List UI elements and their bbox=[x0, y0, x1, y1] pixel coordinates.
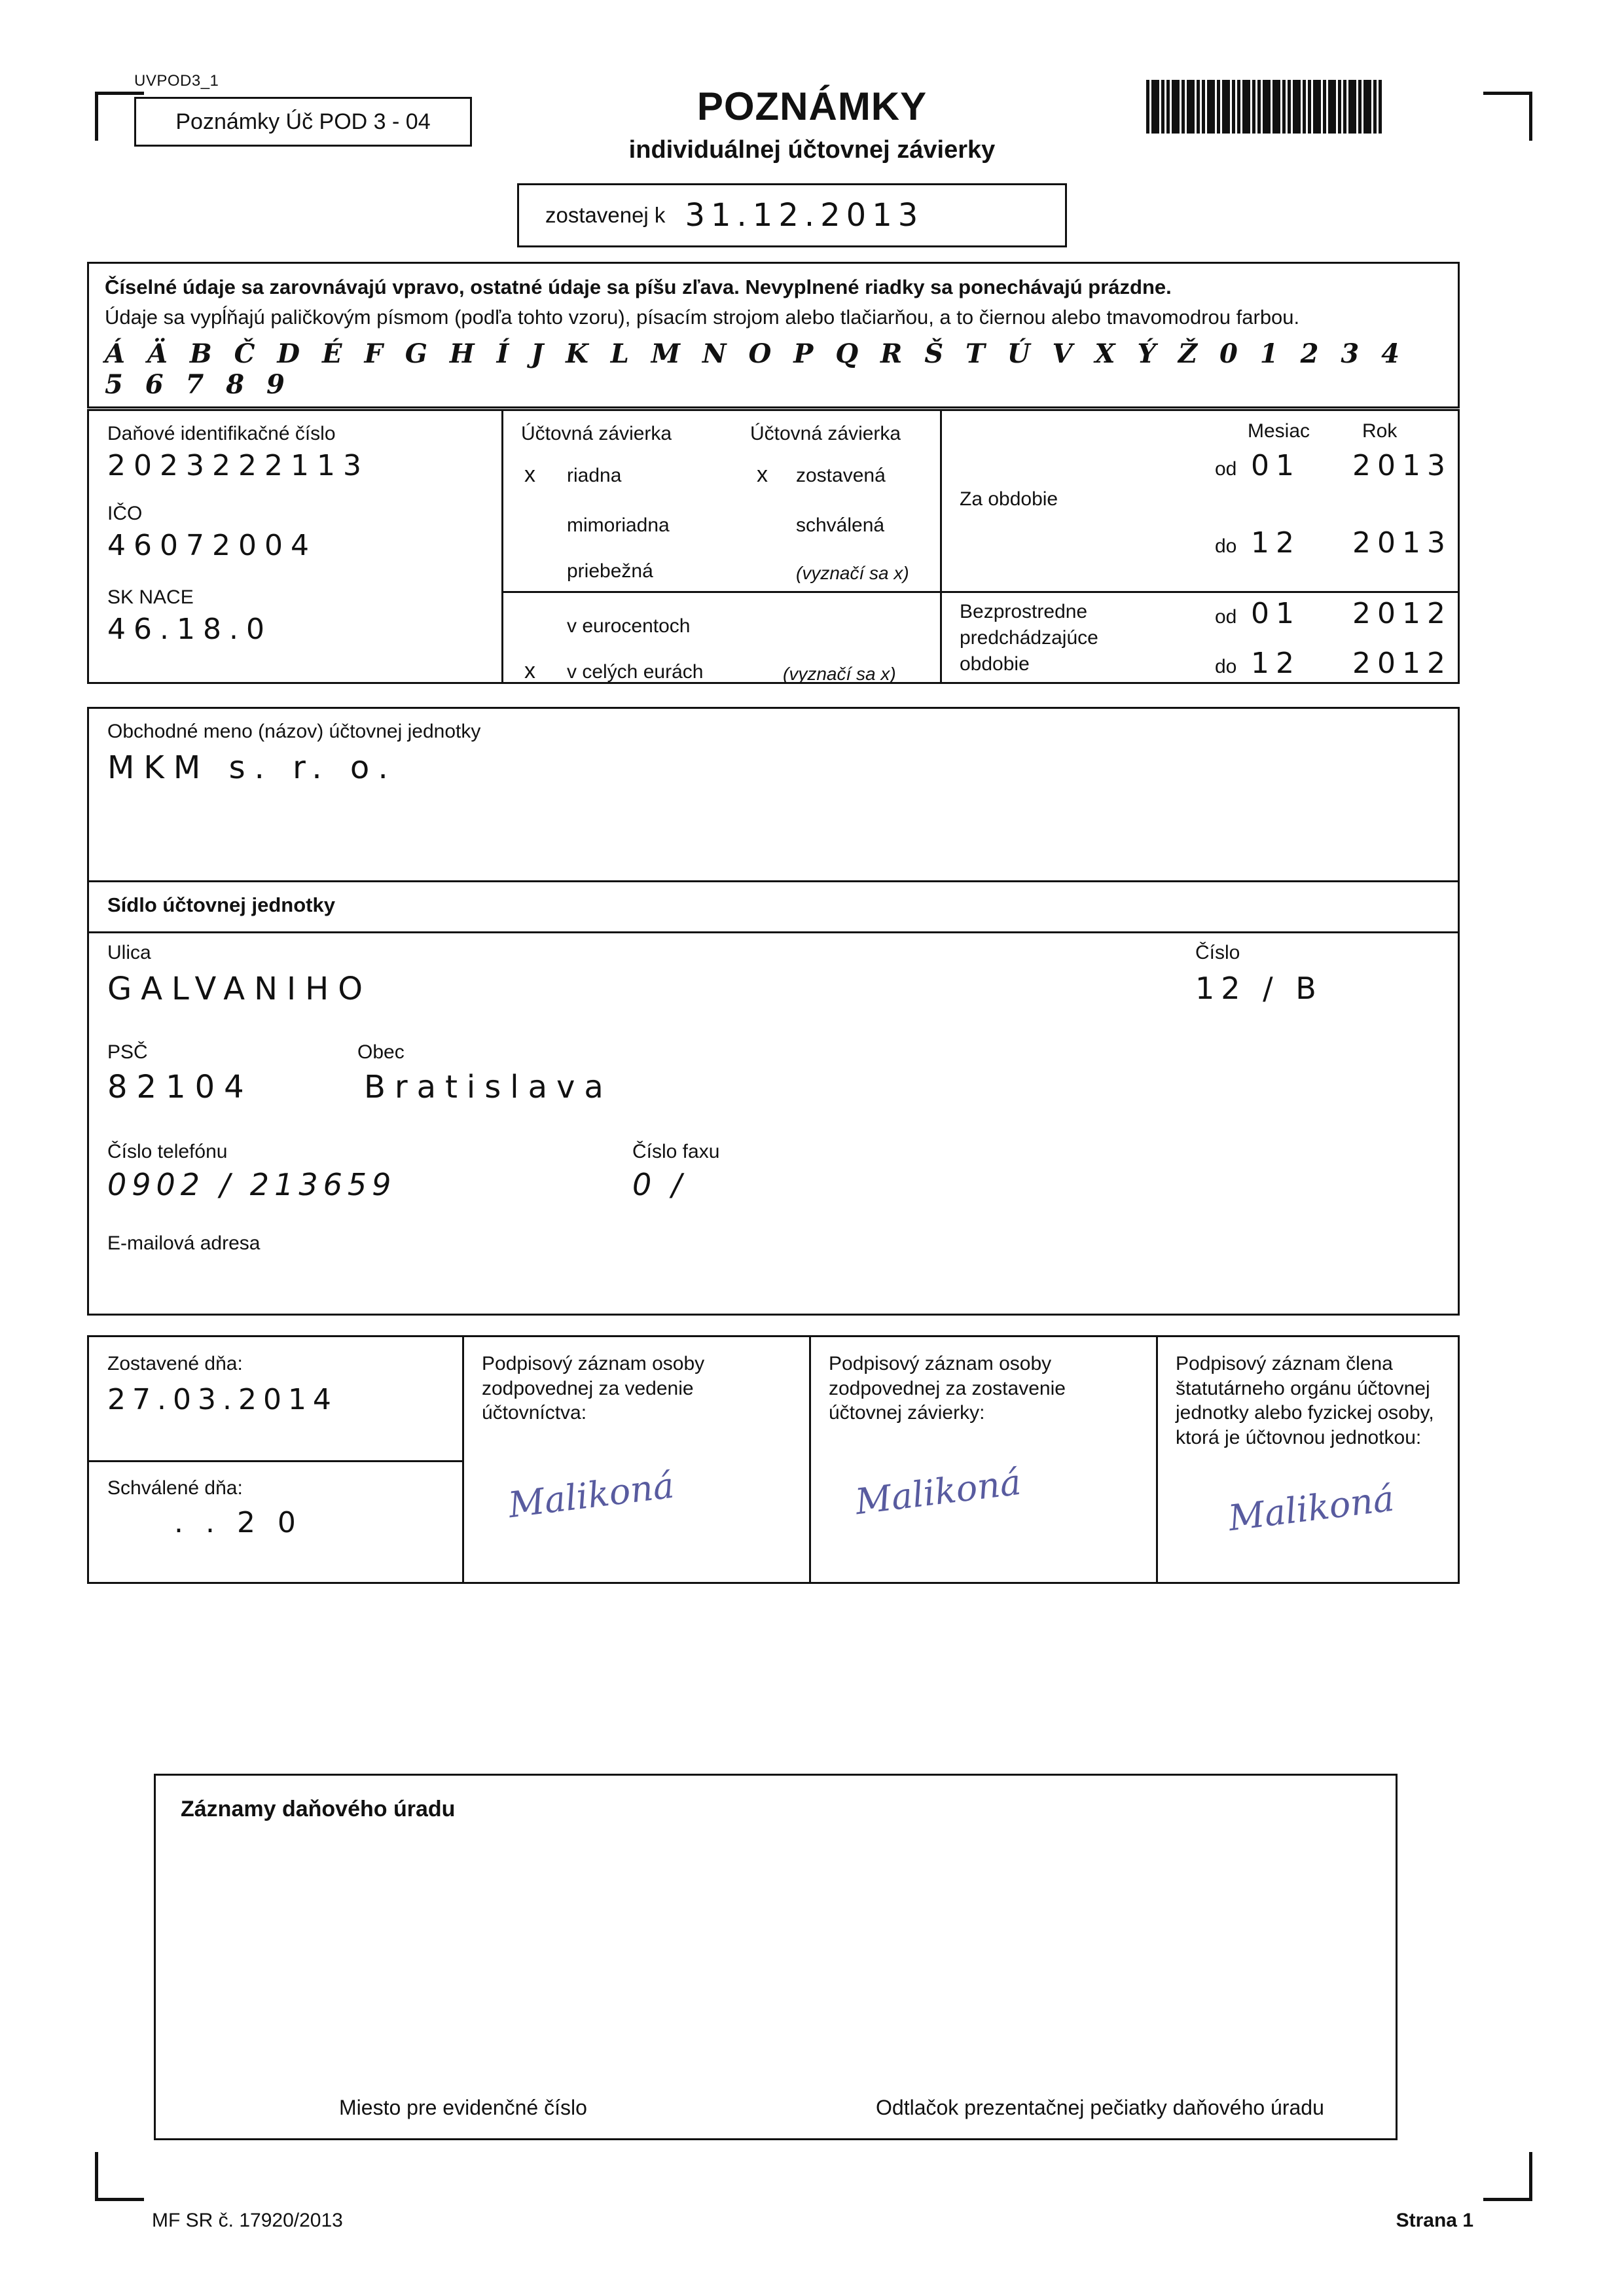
signature-statutory: Malikoná bbox=[1226, 1477, 1397, 1539]
dic-value: 2023222113 bbox=[107, 449, 369, 482]
divider-sig-h bbox=[89, 1460, 462, 1462]
dic-label: Daňové identifikačné číslo bbox=[107, 423, 336, 444]
divider-v1 bbox=[501, 411, 503, 682]
email-label: E-mailová adresa bbox=[107, 1232, 261, 1254]
corner-bracket-bottom-right bbox=[1483, 2152, 1532, 2201]
ico-label: IČO bbox=[107, 503, 143, 524]
city-label: Obec bbox=[357, 1041, 405, 1063]
approved-label: Schválené dňa: bbox=[107, 1477, 243, 1499]
identification-block bbox=[87, 409, 1460, 684]
company-block bbox=[87, 707, 1460, 1316]
prev-od-month: 01 bbox=[1251, 597, 1301, 630]
label-mimoriadna[interactable]: mimoriadna bbox=[567, 514, 670, 536]
period-box bbox=[517, 183, 1067, 247]
company-name-label: Obchodné meno (názov) účtovnej jednotky bbox=[107, 721, 481, 742]
mark-note-2: (vyznačí sa x) bbox=[783, 664, 896, 684]
phone-label: Číslo telefónu bbox=[107, 1141, 228, 1162]
sig-col2-label: Podpisový záznam osoby zodpovednej za vedenie účtovníctva: bbox=[482, 1353, 705, 1424]
phone-value: 0902 / 213659 bbox=[107, 1167, 397, 1202]
divider-h-mid-right bbox=[940, 591, 1458, 593]
prev-label-2: predchádzajúce bbox=[960, 627, 1098, 649]
prev-label-3: obdobie bbox=[960, 653, 1030, 675]
prev-do-label: do bbox=[1215, 656, 1237, 677]
fax-value: 0 / bbox=[632, 1167, 687, 1202]
statement-label-1: Účtovná závierka bbox=[521, 423, 672, 444]
stamp-label: Odtlačok prezentačnej pečiatky daňového úradu bbox=[876, 2096, 1324, 2119]
corner-bracket-bottom-left bbox=[95, 2152, 144, 2201]
checkbox-riadna[interactable]: x bbox=[524, 462, 535, 487]
divider-company-1 bbox=[89, 880, 1458, 882]
form-code-label: Poznámky Úč POD 3 - 04 bbox=[175, 109, 431, 134]
barcode bbox=[1146, 80, 1408, 134]
label-priebezna[interactable]: priebežná bbox=[567, 560, 653, 582]
signature-block bbox=[87, 1335, 1460, 1584]
month-label: Mesiac bbox=[1248, 420, 1310, 442]
sknace-value: 46.18.0 bbox=[107, 613, 272, 646]
divider-h-mid-left bbox=[501, 591, 940, 593]
za-od-month: 01 bbox=[1251, 449, 1301, 482]
za-od-year: 2013 bbox=[1352, 449, 1452, 482]
instructions-block bbox=[87, 262, 1460, 408]
sknace-label: SK NACE bbox=[107, 586, 194, 608]
period-label: zostavenej k bbox=[545, 203, 666, 227]
company-name-value: MKM s. r. o. bbox=[107, 749, 397, 786]
page-subtitle: individuálnej účtovnej závierky bbox=[628, 136, 996, 164]
sig-col4-label: Podpisový záznam člena štatutárneho orgánu účtovnej jednotky alebo fyzickej osoby, ktorá je účtovnou jednotkou: bbox=[1176, 1353, 1434, 1448]
signature-accounting: Malikoná bbox=[506, 1464, 677, 1526]
checkbox-euro[interactable]: x bbox=[524, 658, 535, 683]
compiled-value: 27.03.2014 bbox=[107, 1383, 338, 1416]
city-value: Bratislava bbox=[364, 1069, 613, 1105]
divider-sig-2 bbox=[809, 1337, 811, 1582]
za-do-year: 2013 bbox=[1352, 526, 1452, 560]
label-schvalena[interactable]: schválená bbox=[796, 514, 885, 536]
psc-value: 82104 bbox=[107, 1069, 253, 1105]
za-od-label: od bbox=[1215, 458, 1237, 480]
prev-do-year: 2012 bbox=[1352, 647, 1452, 680]
prev-label-1: Bezprostredne bbox=[960, 601, 1088, 622]
document-id: UVPOD3_1 bbox=[134, 72, 219, 90]
footer-right: Strana 1 bbox=[1396, 2210, 1473, 2231]
label-euro[interactable]: v celých eurách bbox=[567, 661, 704, 683]
divider-v2 bbox=[940, 411, 942, 682]
street-value: GALVANIHO bbox=[107, 971, 372, 1007]
number-value: 12 / B bbox=[1195, 971, 1323, 1006]
instructions-line-2: Údaje sa vypĺňajú paličkovým písmom (podľa tohto vzoru), písacím strojom alebo tlačiarňou, a to čiernou alebo tmavomodrou farbou. bbox=[105, 306, 1300, 329]
alphabet-sample: Á Ä B Č D É F G H Í J K L M N O P Q R Š T Ú V X Ý Ž 0 1 2 3 4 5 6 7 8 9 bbox=[105, 338, 1406, 400]
prev-od-year: 2012 bbox=[1352, 597, 1452, 630]
tax-office-title: Záznamy daňového úradu bbox=[181, 1797, 456, 1821]
za-obdobie-label: Za obdobie bbox=[960, 488, 1058, 510]
period-value: 31.12.2013 bbox=[685, 197, 924, 234]
approved-value: . . 2 0 bbox=[174, 1506, 302, 1539]
number-label: Číslo bbox=[1195, 942, 1240, 963]
seat-label: Sídlo účtovnej jednotky bbox=[107, 893, 335, 916]
sig-col3-label: Podpisový záznam osoby zodpovednej za zostavenie účtovnej závierky: bbox=[829, 1353, 1066, 1424]
signature-statement: Malikoná bbox=[853, 1461, 1024, 1523]
page-title: POZNÁMKY bbox=[696, 84, 928, 128]
street-label: Ulica bbox=[107, 942, 151, 963]
divider-sig-1 bbox=[462, 1337, 464, 1582]
za-do-label: do bbox=[1215, 535, 1237, 557]
instructions-line-1: Číselné údaje sa zarovnávajú vpravo, ostatné údaje sa píšu zľava. Nevyplnené riadky sa ponechávajú prázdne. bbox=[105, 276, 1172, 298]
prev-od-label: od bbox=[1215, 606, 1237, 628]
label-riadna: riadna bbox=[567, 465, 622, 486]
evidence-number-label: Miesto pre evidenčné číslo bbox=[339, 2096, 587, 2119]
psc-label: PSČ bbox=[107, 1041, 148, 1063]
divider-company-2 bbox=[89, 931, 1458, 933]
mark-note-1: (vyznačí sa x) bbox=[796, 563, 909, 583]
label-zostavena: zostavená bbox=[796, 465, 886, 486]
prev-do-month: 12 bbox=[1251, 647, 1301, 680]
year-label: Rok bbox=[1362, 420, 1398, 442]
fax-label: Číslo faxu bbox=[632, 1141, 720, 1162]
ico-value: 46072004 bbox=[107, 529, 317, 562]
divider-sig-3 bbox=[1156, 1337, 1158, 1582]
label-eurocent[interactable]: v eurocentoch bbox=[567, 615, 691, 637]
za-do-month: 12 bbox=[1251, 526, 1301, 560]
tax-office-block bbox=[154, 1774, 1398, 2140]
footer-left: MF SR č. 17920/2013 bbox=[152, 2210, 343, 2231]
compiled-label: Zostavené dňa: bbox=[107, 1353, 243, 1374]
statement-label-2: Účtovná závierka bbox=[750, 423, 901, 444]
checkbox-zostavena[interactable]: x bbox=[757, 462, 768, 487]
